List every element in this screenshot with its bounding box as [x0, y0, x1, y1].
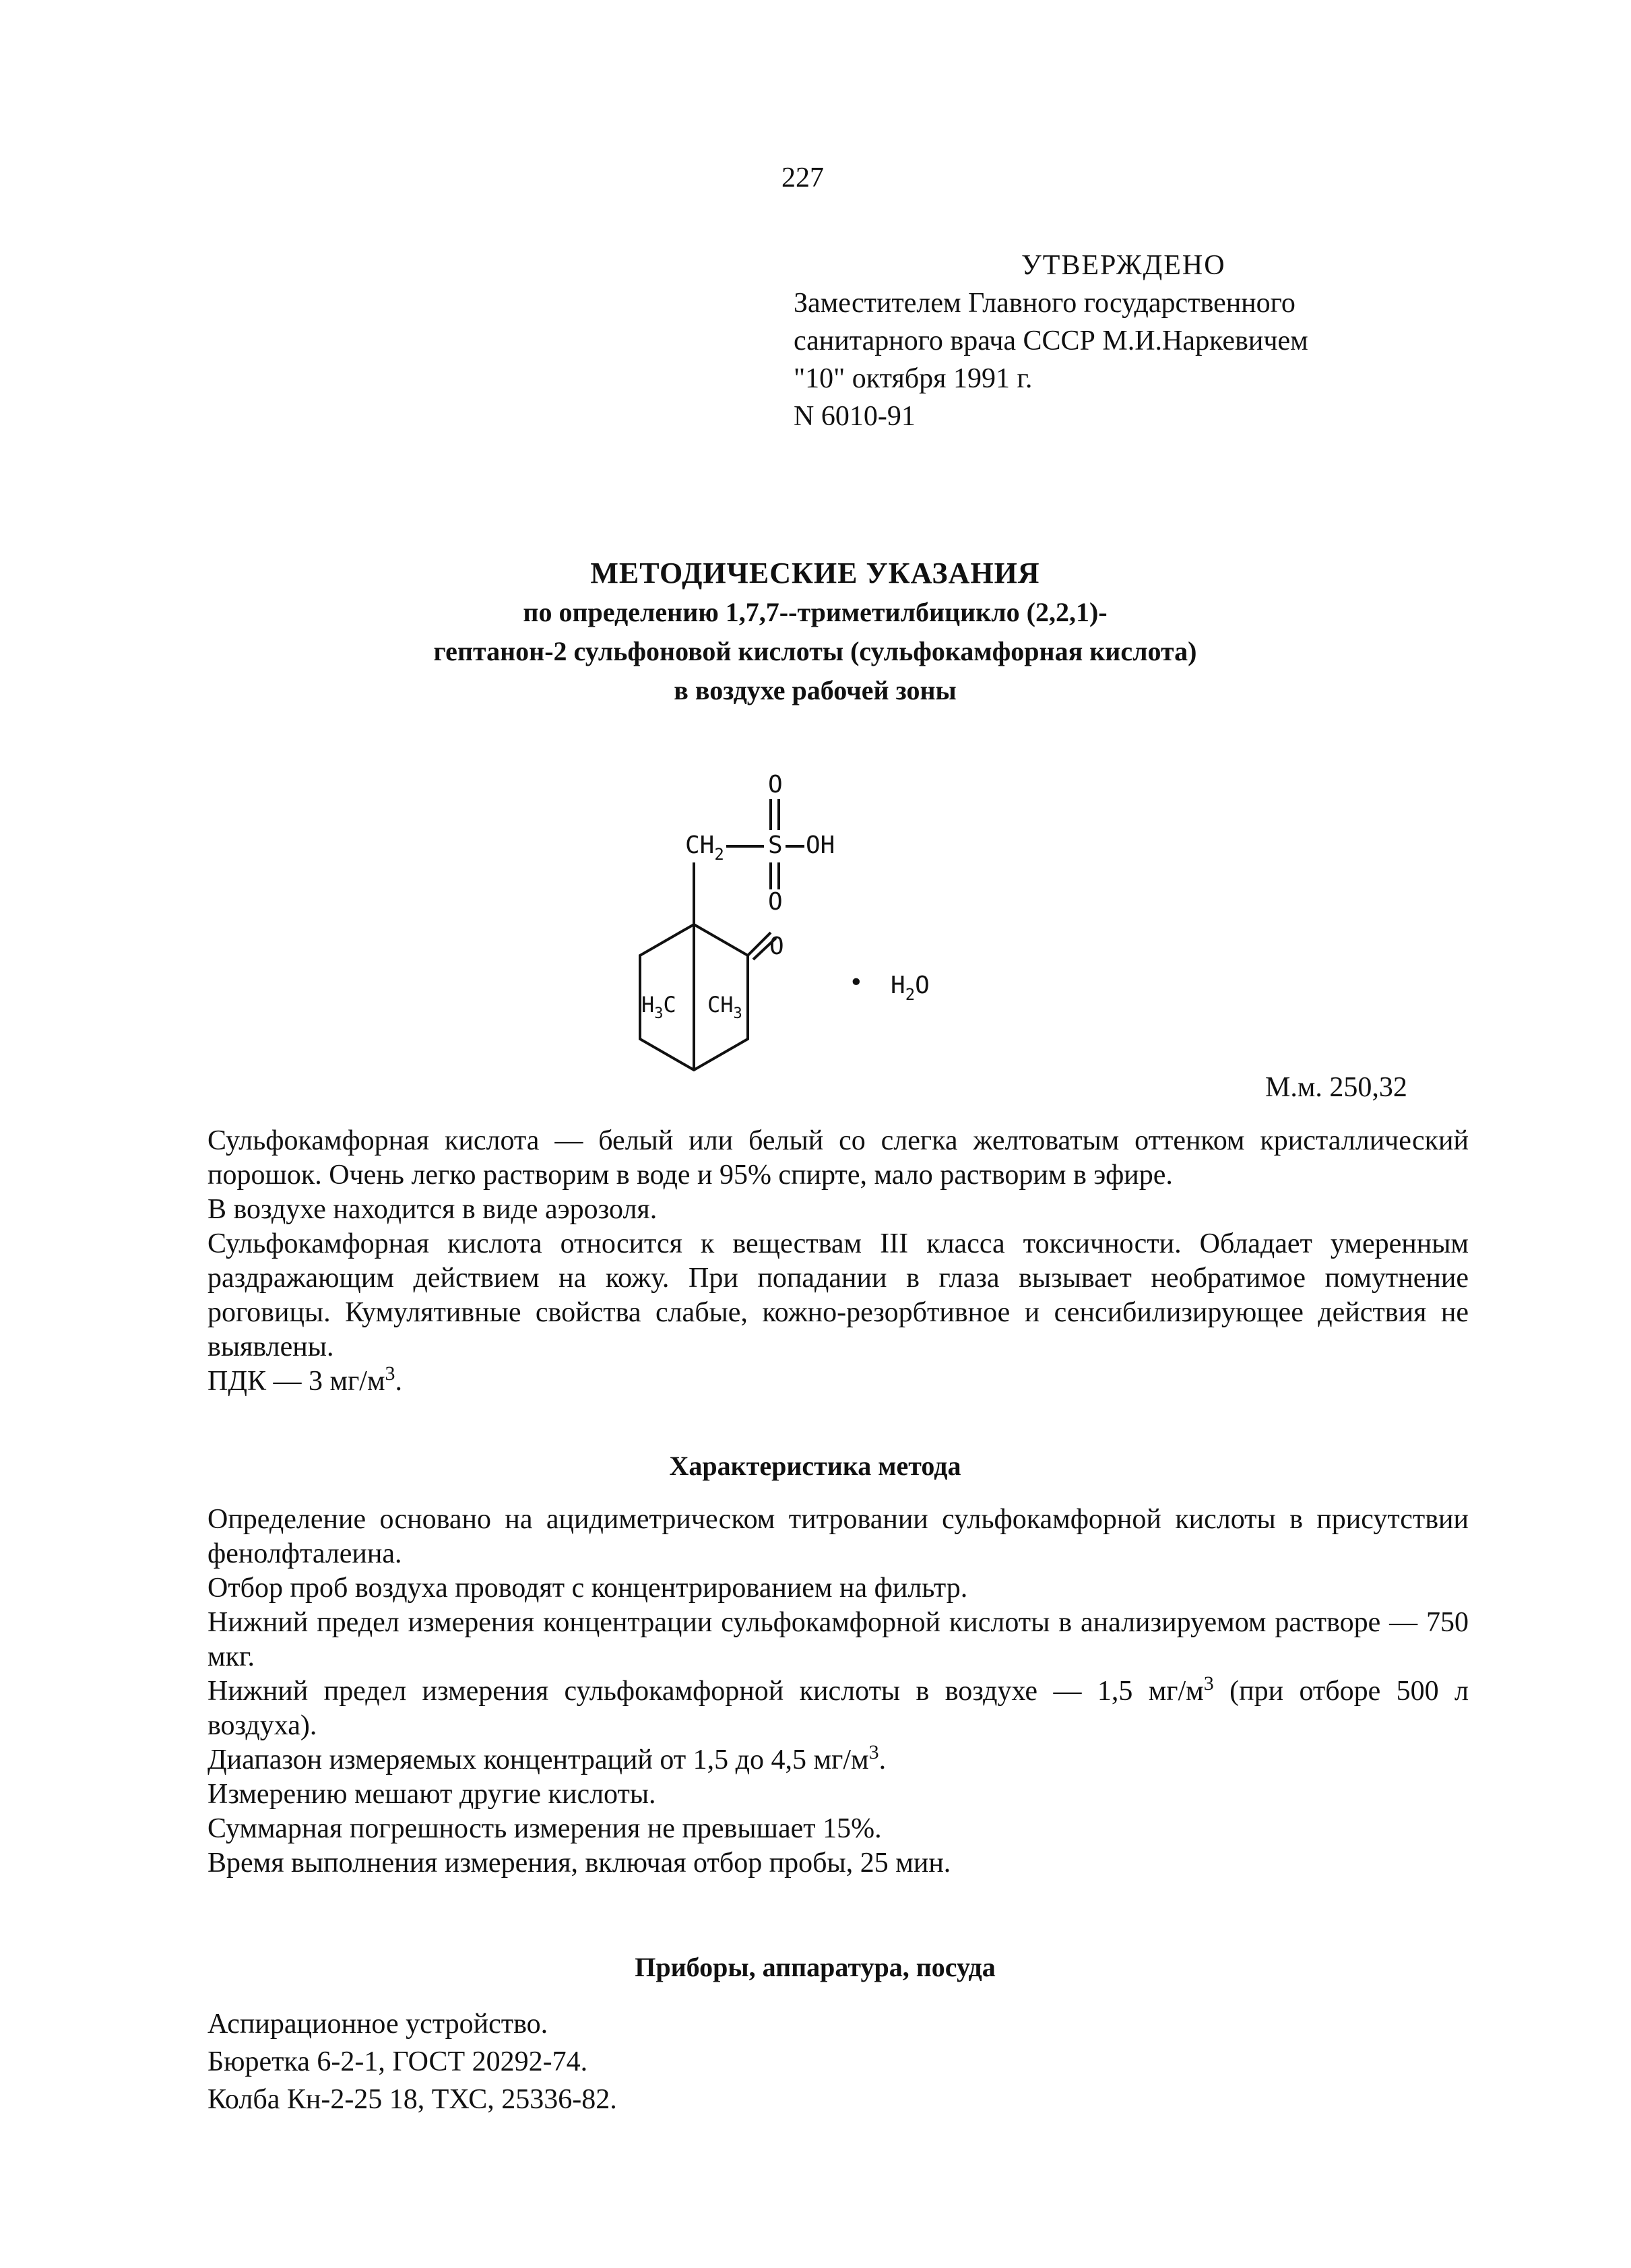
approval-number: N 6010-91: [794, 401, 916, 432]
method-paragraph: Суммарная погрешность измерения не превышает 15%.: [207, 1813, 882, 1844]
water-dot: •: [849, 969, 864, 997]
ch2-label: $CH_2$: [685, 831, 724, 864]
ch3-label: $CH_3$: [707, 992, 742, 1022]
section-heading-method: Характеристика метода: [669, 1451, 961, 1481]
hydroxyl-label: OH: [806, 831, 835, 859]
structural-formula: [579, 755, 1051, 1132]
approval-heading: УТВЕРЖДЕНО: [1021, 250, 1226, 281]
description: [207, 1124, 1469, 1399]
page-number: 227: [781, 162, 824, 193]
title-line: гептанон-2 сульфоновой кислоты (сульфокамфорная кислота): [433, 636, 1197, 666]
sulfonyl-oxygen-bottom: O: [768, 888, 783, 916]
water-formula: $H_2O$: [891, 972, 930, 1004]
approval-date: "10" октября 1991 г.: [794, 363, 1033, 394]
description-paragraph: В воздухе находится в виде аэрозоля.: [207, 1194, 658, 1225]
method-paragraph: Нижний предел измерения сульфокамфорной кислоты в воздухе — 1,5 $мг/м^3$ (при отборе 500 л воздуха).: [207, 1672, 1469, 1741]
ketone-oxygen: O: [769, 933, 784, 960]
title-main: МЕТОДИЧЕСКИЕ УКАЗАНИЯ: [590, 557, 1040, 590]
h3c-label: $H_3C$: [641, 992, 676, 1022]
molar-mass: М.м. 250,32: [1265, 1072, 1407, 1103]
pdk-value: ПДК — 3 $мг/м^3$.: [207, 1362, 403, 1397]
method-paragraph: Отбор проб воздуха проводят с концентрированием на фильтр.: [207, 1573, 968, 1604]
method-description: [207, 1503, 1469, 1881]
method-paragraph: Измерению мешают другие кислоты.: [207, 1779, 656, 1810]
sulfur-atom: S: [768, 831, 783, 859]
description-paragraph: Сульфокамфорная кислота относится к веществам III класса токсичности. Обладает умеренным раздражающим действием на кожу. При попадании в глаза вызывает необратимое помутнение роговицы. Кумулятивные свойства слабые, кожно-резорбтивное и сенсибилизирующее действия не выявлены.: [207, 1228, 1469, 1362]
section-heading-equipment: Приборы, аппаратура, посуда: [635, 1952, 996, 1982]
sulfonyl-oxygen-top: O: [768, 771, 783, 798]
equipment-item: Колба Кн-2-25 18, ТХС, 25336-82.: [207, 2084, 617, 2115]
document-title: [135, 554, 1496, 710]
method-paragraph: Определение основано на ацидиметрическом титровании сульфокамфорной кислоты в присутствии фенолфталеина.: [207, 1504, 1469, 1569]
title-line: по определению 1,7,7--триметилбицикло (2,2,1)-: [523, 597, 1108, 627]
method-paragraph: Нижний предел измерения концентрации сульфокамфорной кислоты в анализируемом растворе — 750 мкг.: [207, 1607, 1469, 1672]
description-paragraph: Сульфокамфорная кислота — белый или белый со слегка желтоватым оттенком кристаллический порошок. Очень легко растворим в воде и 95% спирте, мало растворим в эфире.: [207, 1125, 1469, 1191]
method-paragraph: Диапазон измеряемых концентраций от 1,5 до 4,5 $мг/м^3$.: [207, 1741, 887, 1775]
method-paragraph: Время выполнения измерения, включая отбор пробы, 25 мин.: [207, 1848, 951, 1879]
equipment-item: Бюретка 6-2-1, ГОСТ 20292-74.: [207, 2046, 588, 2077]
equipment-list: [207, 2005, 617, 2118]
approval-line: санитарного врача СССР М.И.Наркевичем: [794, 325, 1308, 356]
equipment-item: Аспирационное устройство.: [207, 2009, 548, 2040]
title-line: в воздухе рабочей зоны: [674, 675, 957, 705]
approval-line: Заместителем Главного государственного: [794, 288, 1296, 319]
approval-block: [794, 247, 1467, 435]
